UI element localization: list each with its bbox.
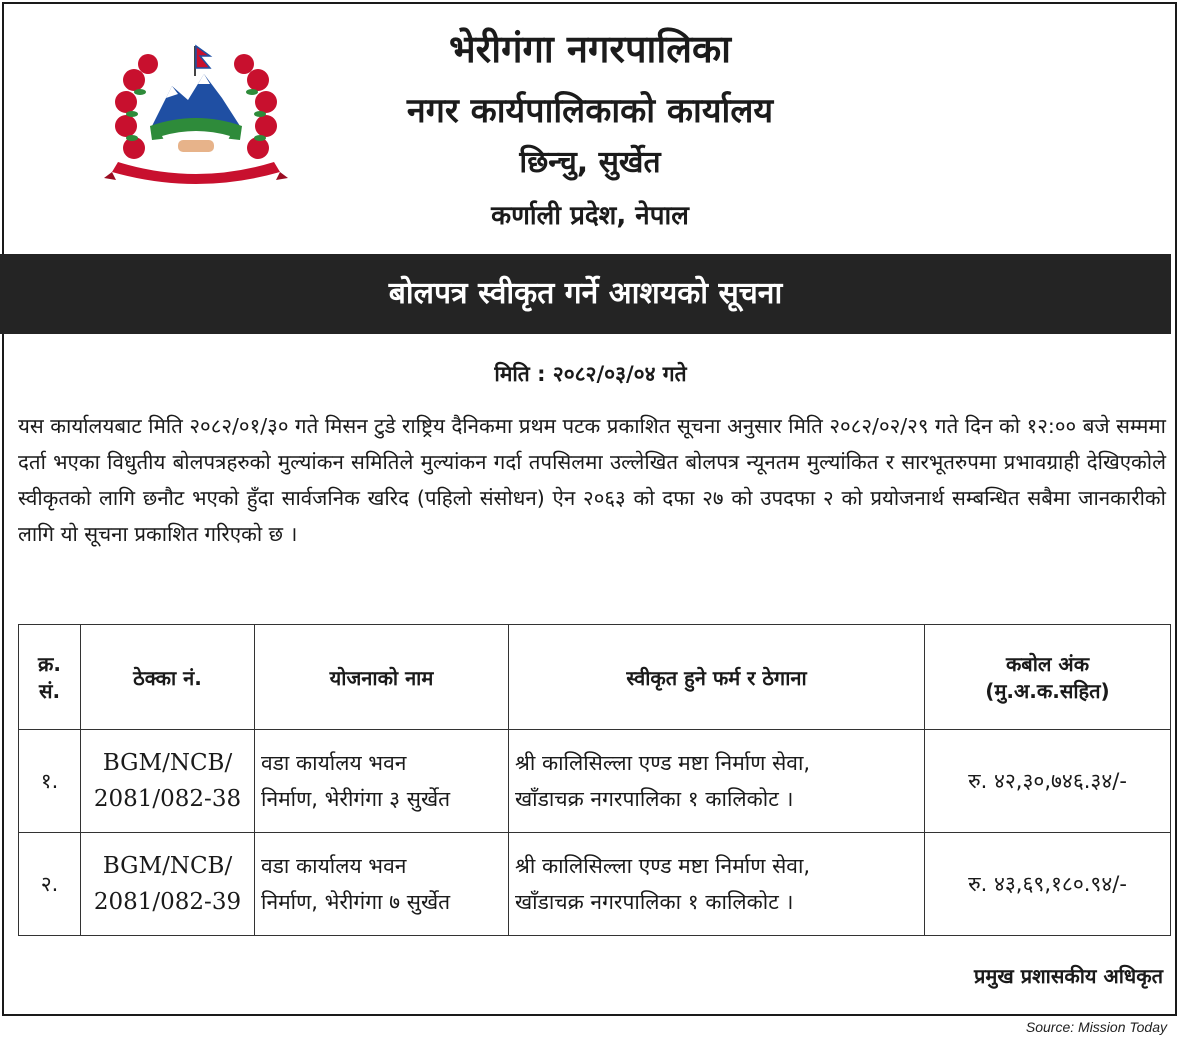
office-name: नगर कार्यपालिकाको कार्यालय (406, 91, 774, 131)
table-row (19, 833, 1171, 936)
header-project-name: योजनाको नाम (255, 625, 509, 730)
cell-project-name: वडा कार्यालय भवन निर्माण, भेरीगंगा ३ सुर्खेत (255, 730, 509, 833)
cell-contract-no: BGM/NCB/ 2081/082-39 (81, 833, 255, 936)
header-firm-address: स्वीकृत हुने फर्म र ठेगाना (509, 625, 925, 730)
signatory-title: प्रमुख प्रशासकीय अधिकृत (974, 964, 1163, 988)
cell-project-name: वडा कार्यालय भवन निर्माण, भेरीगंगा ७ सुर्खेत (255, 833, 509, 936)
notice-date: मिति : २०८२/०३/०४ गते (494, 362, 687, 386)
header-contract-no: ठेक्का नं. (81, 625, 255, 730)
nepal-emblem-icon (104, 40, 288, 190)
cell-bid-amount: रु. ४२,३०,७४६.३४/- (925, 730, 1171, 833)
org-name: भेरीगंगा नगरपालिका (448, 27, 732, 71)
cell-contract-no: BGM/NCB/ 2081/082-38 (81, 730, 255, 833)
cell-sn: २. (19, 833, 81, 936)
award-table (18, 624, 1171, 936)
source-credit: Source: Mission Today (1025, 1019, 1167, 1035)
province-country: कर्णाली प्रदेश, नेपाल (491, 201, 689, 231)
cell-firm-address: श्री कालिसिल्ला एण्ड मष्टा निर्माण सेवा, खाँडाचक्र नगरपालिका १ कालिकोट । (509, 833, 925, 936)
header-sn: क्र. सं. (19, 625, 81, 730)
cell-bid-amount: रु. ४३,६९,१८०.९४/- (925, 833, 1171, 936)
cell-firm-address: श्री कालिसिल्ला एण्ड मष्टा निर्माण सेवा, खाँडाचक्र नगरपालिका १ कालिकोट । (509, 730, 925, 833)
cell-sn: १. (19, 730, 81, 833)
table-row (19, 730, 1171, 833)
header-bid-amount: कबोल अंक (मु.अ.क.सहित) (925, 625, 1171, 730)
notice-body: यस कार्यालयबाट मिति २०८२/०१/३० गते मिसन टुडे राष्ट्रिय दैनिकमा प्रथम पटक प्रकाशित सूचना अनुसार मिति २०८२/०२/२९ गते दिन को १२:०० बजे सम्ममा दर्ता भएका विधुतीय बोलपत्रहरुको मुल्यांकन समितिले मुल्यांकन गर्दा तपसिलमा उल्लेखित बोलपत्र न्यूनतम मुल्यांकित र सारभूतरुपमा प्रभावग्राही देखिएकोले स्वीकृतको लागि छनौट भएको हुँदा सार्वजनिक खरिद (पहिलो संसोधन) ऐन २०६३ को दफा २७ को उपदफा २ को प्रयोजनार्थ सम्बन्धित सबैमा जानकारीको लागि यो सूचना प्रकाशित गरिएको छ । (18, 414, 1166, 546)
table-header-row (19, 625, 1171, 730)
office-location: छिन्चु, सुर्खेत (519, 145, 661, 180)
notice-title: बोलपत्र स्वीकृत गर्ने आशयको सूचना (388, 276, 783, 311)
